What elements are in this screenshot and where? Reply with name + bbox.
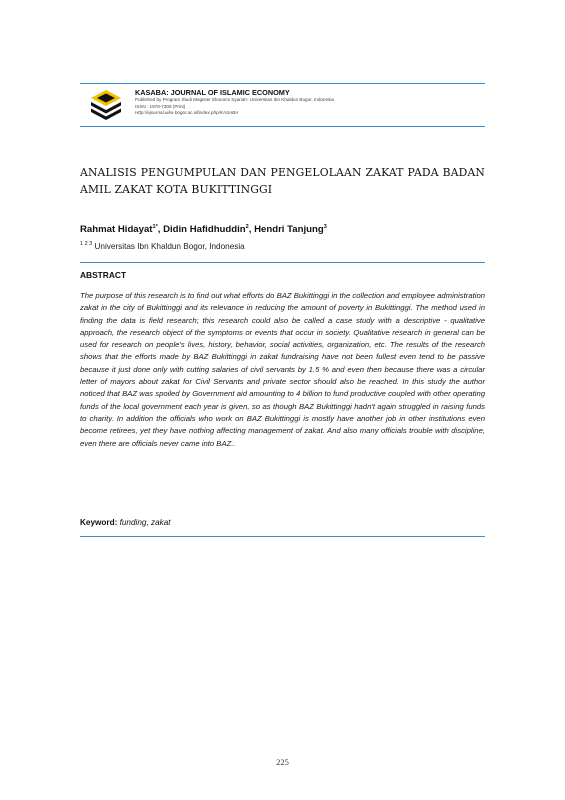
abstract-body: The purpose of this research is to find out what efforts do BAZ Bukittinggi in the collection and employee administration zakat in the city of Bukittinggi and its relevance in reducing the amount of poverty in Bukittinggi. The method used in finding the data is field research; this research could also be called a case study with a descriptive - qualitative approach, the research object of the symptoms or events that occur in society. Qualitative research in general can be used for research on people's lives, history, behavior, social activities, organization, etc. The results of the research shows that the efforts made by BAZ Bukittinggi in zakat fundraising have not been fullest even tend to be passive because it just done only with cutting salaries of civil servants by 1.5 % and even then because there was a circular letter of mayors about zakat for Civil Servants and private sector should also be reached. In this study the author noticed that BAZ was spoiled by Government aid amounting to 4 billion to fund productive coupled with other operating funds of the local government each year is given, so as though BAZ Bukittinggi hadn't again struggled in raising funds to charity. In addition the officials who work on BAZ Bukittinggi is mostly have another job in other institutions even become retirees, yet they have nothing affecting management of zakat. And also many officials trouble with discipline, even there are officials never came into BAZ.. bbox=[80, 291, 485, 448]
author-name: Didin Hafidhuddin bbox=[163, 224, 246, 235]
keywords-line bbox=[80, 518, 171, 527]
header-bottom-rule bbox=[80, 126, 485, 127]
abstract-heading: ABSTRACT bbox=[80, 270, 127, 280]
author-mark: 1* bbox=[152, 224, 158, 230]
abstract-top-rule bbox=[80, 262, 485, 263]
author-name: Hendri Tanjung bbox=[254, 224, 324, 235]
journal-logo-icon bbox=[90, 89, 122, 121]
affiliation-marks: 1 2 3 bbox=[80, 241, 93, 247]
author-separator: , bbox=[157, 224, 164, 235]
author-mark: 3 bbox=[323, 224, 327, 230]
author-separator: , bbox=[248, 224, 255, 235]
author-name: Rahmat Hidayat bbox=[80, 224, 153, 235]
keywords-label: Keyword: bbox=[80, 518, 118, 527]
keywords-value: funding, zakat bbox=[119, 518, 171, 527]
journal-url[interactable]: Http://ejournal.uika-bogor.ac.id/index.php/KASABA bbox=[135, 110, 239, 116]
publisher-line: Published by Program Studi Magister Ekonomi Syariah- Universitas Ibn Khaldun Bogor, Indonesia bbox=[135, 97, 334, 102]
page-number: 225 bbox=[276, 757, 289, 767]
abstract-bottom-rule bbox=[80, 536, 485, 537]
article-title: ANALISIS PENGUMPULAN DAN PENGELOLAAN ZAKAT PADA BADAN AMIL ZAKAT KOTA BUKITTINGGI bbox=[80, 166, 485, 196]
header-top-rule bbox=[80, 83, 485, 84]
affiliation bbox=[80, 241, 245, 251]
journal-name: KASABA: JOURNAL OF ISLAMIC ECONOMY bbox=[135, 88, 290, 97]
author-list bbox=[80, 224, 327, 235]
author-mark: 2 bbox=[245, 224, 249, 230]
issn-line: ISSN : 1978-7308 (Print) bbox=[135, 103, 186, 109]
journal-info bbox=[135, 88, 485, 117]
affiliation-text: Universitas Ibn Khaldun Bogor, Indonesia bbox=[94, 242, 245, 251]
